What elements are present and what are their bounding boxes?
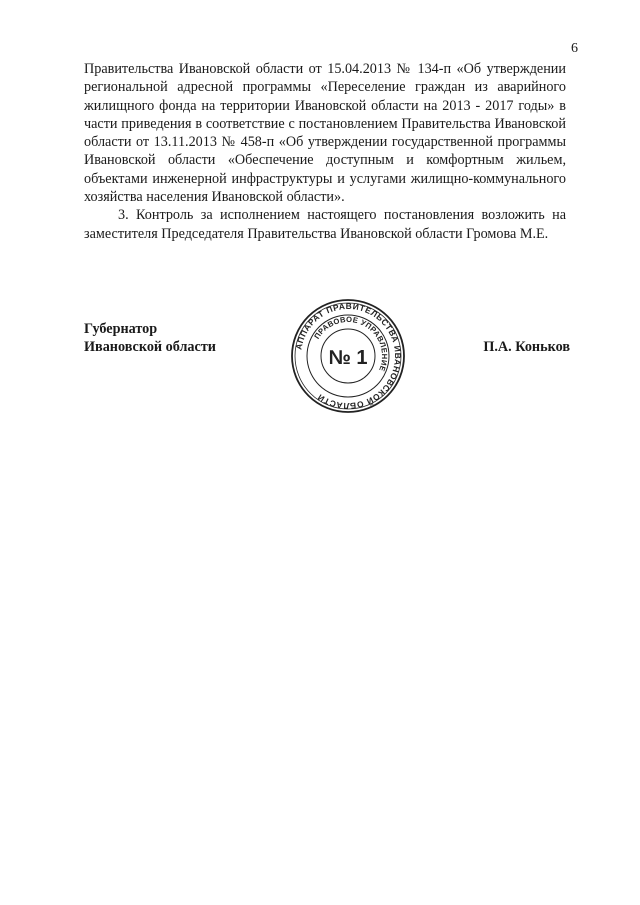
signatory-title-line1: Губернатор [84, 321, 158, 337]
stamp-inner-text-path: ПРАВОВОЕ УПРАВЛЕНИЕ [312, 314, 390, 373]
paragraph-control-clause: 3. Контроль за исполнением настоящего постановления возложить на заместителя Председателя Правительства Ивановской области Громова М.Е. [84, 207, 566, 242]
signatory-name: П.А. Коньков [483, 339, 570, 355]
page-number: 6 [571, 41, 578, 56]
signatory-title [84, 320, 284, 356]
stamp-circular-text-path: АППАРАТ ПРАВИТЕЛЬСТВА ИВАНОВСКОЙ ОБЛАСТИ [293, 300, 404, 412]
document-body [84, 60, 566, 243]
signatory-title-line2: Ивановской области [84, 339, 216, 355]
paragraph-continuation: Правительства Ивановской области от 15.04.2013 № 134-п «Об утверждении региональной адресной программы «Переселение граждан из аварийного жилищного фонда на территории Ивановской области на 2013 - 2017 годы» в части приведения в соответствие с постановлением Правительства Ивановской области от 13.11.2013 № 458-п «Об утверждении государственной программы Ивановской области «Обеспечение доступным и комфортным жильем, объектами инженерной инфраструктуры и услугами жилищно-коммунального хозяйства населения Ивановской области». [84, 61, 566, 206]
stamp-number: № 1 [328, 347, 368, 369]
official-seal-stamp [290, 298, 406, 414]
